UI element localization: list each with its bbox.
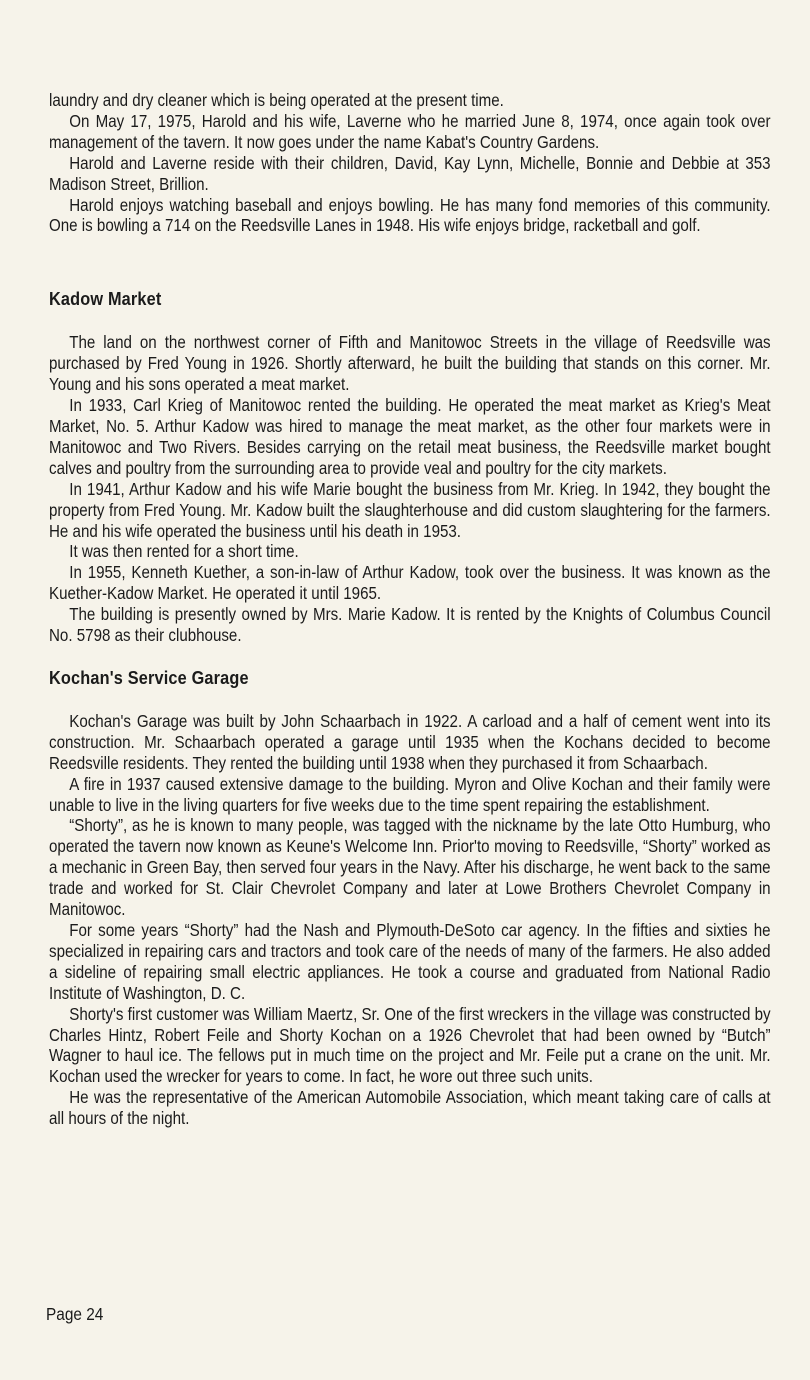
body-paragraph: For some years “Shorty” had the Nash and Plymouth-DeSoto car agency. In the fifties and sixties he specialized in repairing cars and tractors and took care of the needs of many of the farmers. He also added a sideline of repairing small electric appliances. He took a course and graduated from National Radio Institute of Washington, D. C. (49, 920, 771, 1003)
section-spacer (49, 646, 771, 667)
body-paragraph: The building is presently owned by Mrs. Marie Kadow. It is rented by the Knights of Columbus Council No. 5798 as their clubhouse. (49, 604, 771, 646)
body-paragraph: Shorty's first customer was William Maertz, Sr. One of the first wreckers in the village was constructed by Charles Hintz, Robert Feile and Shorty Kochan on a 1926 Chevrolet that had been owned by “Butch” Wagner to haul ice. The fellows put in much time on the project and Mr. Feile put a crane on the unit. Mr. Kochan used the wrecker for years to come. In fact, he wore out three such units. (49, 1003, 771, 1087)
body-paragraph: Harold enjoys watching baseball and enjoys bowling. He has many fond memories of this community. One is bowling a 714 on the Reedsville Lanes in 1948. His wife enjoys bridge, racketball and golf. (49, 194, 771, 236)
body-paragraph: Harold and Laverne reside with their children, David, Kay Lynn, Michelle, Bonnie and Debbie at 353 Madison Street, Brillion. (49, 152, 771, 194)
body-paragraph: In 1941, Arthur Kadow and his wife Marie bought the business from Mr. Krieg. In 1942, they bought the property from Fred Young. Mr. Kadow built the slaughterhouse and did custom slaughtering for the farmers. He and his wife operated the business until his death in 1953. (49, 478, 771, 541)
page-number: Page 24 (46, 1304, 104, 1324)
body-paragraph: It was then rented for a short time. (69, 541, 299, 562)
body-paragraph: “Shorty”, as he is known to many people, was tagged with the nickname by the late Otto Humburg, who operated the tavern now known as Keune's Welcome Inn. Prior'to moving to Reedsville, “Shorty” worked as a mechanic in Green Bay, then served four years in the Navy. After his discharge, he went back to the same trade and worked for St. Clair Chevrolet Company and later at Lowe Brothers Chevrolet Company in Manitowoc. (49, 815, 771, 920)
section-spacer (49, 236, 771, 288)
body-paragraph: laundry and dry cleaner which is being operated at the present time. (49, 90, 504, 110)
body-paragraph: Kochan's Garage was built by John Schaarbach in 1922. A carload and a half of cement went into its construction. Mr. Schaarbach operated a garage until 1935 when the Kochans decided to become Reedsville residents. They rented the building until 1938 when they purchased it from Schaarbach. (49, 710, 771, 773)
body-paragraph: In 1933, Carl Krieg of Manitowoc rented the building. He operated the meat market as Krieg's Meat Market, No. 5. Arthur Kadow was hired to manage the meat market, as the other four markets were in Manitowoc and Two Rivers. Besides carrying on the retail meat business, the Reedsville market bought calves and poultry from the surrounding area to provide veal and poultry for the city markets. (49, 395, 771, 478)
section-heading-kadow-market: Kadow Market (49, 288, 162, 310)
body-paragraph: A fire in 1937 caused extensive damage to the building. Myron and Olive Kochan and their family were unable to live in the living quarters for five weeks due to the time spent repairing the establishment. (49, 773, 771, 815)
body-paragraph: The land on the northwest corner of Fifth and Manitowoc Streets in the village of Reedsville was purchased by Fred Young in 1926. Shortly afterward, he built the building that stands on this corner. Mr. Young and his sons operated a meat market. (49, 332, 771, 395)
body-paragraph: In 1955, Kenneth Kuether, a son-in-law of Arthur Kadow, took over the business. It was known as the Kuether-Kadow Market. He operated it until 1965. (49, 562, 771, 604)
body-paragraph: He was the representative of the American Automobile Association, which meant taking care of calls at all hours of the night. (49, 1087, 771, 1129)
section-heading-kochans-service-garage: Kochan's Service Garage (49, 666, 249, 688)
body-paragraph: On May 17, 1975, Harold and his wife, Laverne who he married June 8, 1974, once again took over management of the tavern. It now goes under the name Kabat's Country Gardens. (49, 110, 771, 152)
document-page (49, 90, 771, 1129)
section-spacer (49, 689, 771, 711)
section-spacer (49, 310, 771, 332)
